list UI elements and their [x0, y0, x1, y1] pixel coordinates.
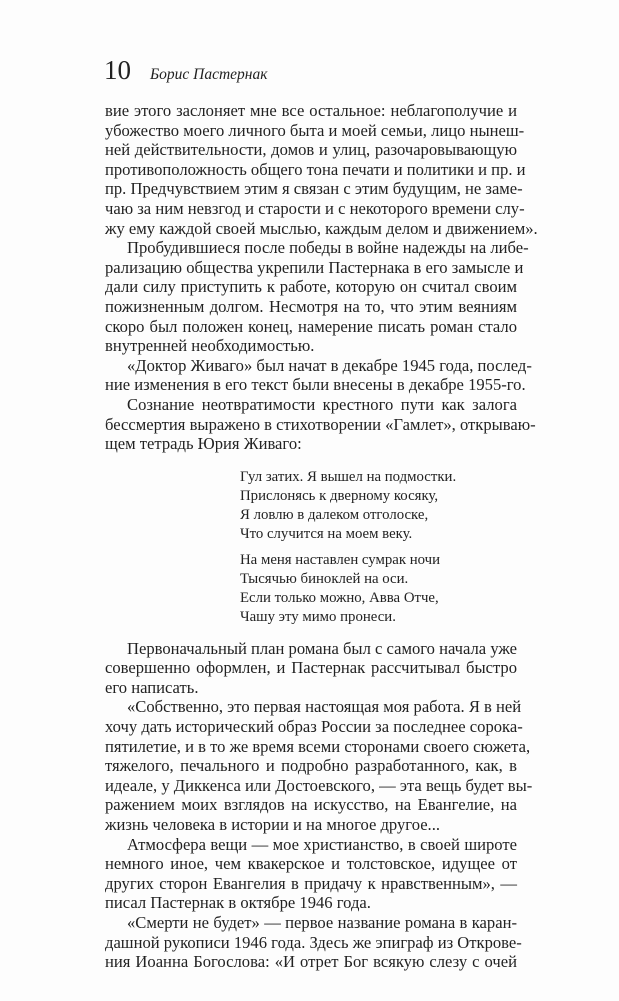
page-body — [105, 101, 538, 972]
text-line: жу ему каждой своей мыслью, каждым делом и движением». — [105, 218, 538, 238]
text-line: тяжелого, печального и подробно разработанного, как, в — [105, 756, 517, 776]
poem-line: Что случится на моем веку. — [240, 525, 413, 542]
text-line: Первоначальный план романа был с самого начала уже — [127, 638, 518, 658]
text-line: других сторон Евангелия в придачу к нравственным», — — [105, 873, 517, 893]
text-line: его написать. — [105, 677, 199, 697]
text-line: пятилетие, и в то же время всеми сторонами своего сюжета, — [105, 736, 531, 756]
text-line: вие этого заслоняет мне все остальное: неблагополучие и — [105, 101, 517, 120]
paragraph — [105, 394, 536, 454]
poem-line: Если только можно, Авва Отче, — [240, 589, 439, 606]
poem-line: Я ловлю в далеком отголоске, — [240, 506, 429, 523]
poem-line: Тысячью биноклей на оси. — [240, 570, 409, 587]
text-line: ния Иоанна Богослова: «И отрет Бог всякую слезу с очей — [105, 952, 517, 972]
text-line: «Смерти не будет» — первое название романа в каран- — [127, 913, 517, 932]
text-line: дашной рукописи 1946 года. Здесь же эпиграф из Открове- — [105, 932, 522, 952]
text-before-poem — [105, 101, 538, 454]
page-header — [104, 54, 267, 86]
text-line: немного иное, чем квакерское и толстовское, идущее от — [105, 854, 517, 874]
text-line: противоположность общего тона печати и политики и пр. и — [105, 159, 526, 179]
text-line: ражением моих взглядов на искусство, на Евангелие, на — [105, 795, 517, 815]
poem-line: На меня наставлен сумрак ночи — [240, 551, 441, 568]
text-line: писал Пастернак в октябре 1946 года. — [105, 893, 371, 913]
paragraph — [105, 355, 532, 395]
paragraph — [105, 697, 533, 835]
text-line: рализацию общества укрепили Пастернака в его замысле и — [105, 257, 524, 277]
text-line: Пробудившиеся после победы в войне надежды на либе- — [127, 238, 529, 258]
text-line: «Доктор Живаго» был начат в декабре 1945 года, послед- — [127, 355, 532, 375]
text-line: пр. Предчувствием этим я связан с этим будущим, не заме- — [105, 179, 523, 199]
paragraph — [105, 238, 529, 356]
text-line: идеале, у Диккенса или Достоевского, — эта вещь будет вы- — [105, 775, 533, 795]
text-after-poem — [105, 638, 533, 972]
running-head-author: Борис Пастернак — [150, 66, 268, 83]
text-line: дали силу приступить к работе, которую он считал своим — [105, 277, 517, 297]
text-line: жизнь человека в истории и на многое другое... — [105, 815, 441, 835]
text-line: хочу дать исторический образ России за последнее сорока- — [105, 717, 523, 737]
text-line: совершенно оформлен, и Пастернак рассчитывал быстро — [105, 658, 517, 678]
paragraph — [105, 835, 517, 913]
poem-stanza — [240, 468, 517, 544]
text-line: внутренней необходимостью. — [105, 336, 315, 356]
poem-hamlet — [240, 468, 517, 627]
paragraph — [105, 101, 538, 238]
text-line: скоро был положен конец, намерение писать роман стало — [105, 316, 517, 336]
text-line: чаю за ним невзгод и старости и с некоторого времени слу- — [105, 198, 525, 218]
paragraph — [105, 639, 517, 698]
poem-stanza — [240, 551, 517, 627]
poem-line: Прислонясь к дверному косяку, — [240, 487, 439, 504]
text-line: Атмосфера вещи — мое христианство, в своей широте — [127, 834, 517, 854]
text-line: бессмертия выражено в стихотворении «Гамлет», открываю- — [105, 414, 536, 434]
text-line: ней действительности, домов и улиц, разочаровывающую — [105, 140, 517, 160]
text-line: убожество моего личного быта и моей семьи, лицо нынеш- — [105, 120, 525, 140]
page-number: 10 — [104, 55, 131, 85]
text-line: «Собственно, это первая настоящая моя работа. Я в ней — [127, 697, 522, 717]
text-line: щем тетрадь Юрия Живаго: — [105, 434, 302, 454]
text-line: ние изменения в его текст были внесены в декабре 1955-го. — [105, 375, 526, 395]
poem-line: Чашу эту мимо пронеси. — [240, 608, 396, 625]
text-line: Сознание неотвратимости крестного пути как залога — [127, 394, 517, 414]
poem-line: Гул затих. Я вышел на подмостки. — [240, 468, 457, 485]
text-line: пожизненным долгом. Несмотря на то, что этим веяниям — [105, 296, 517, 316]
paragraph — [105, 913, 522, 972]
